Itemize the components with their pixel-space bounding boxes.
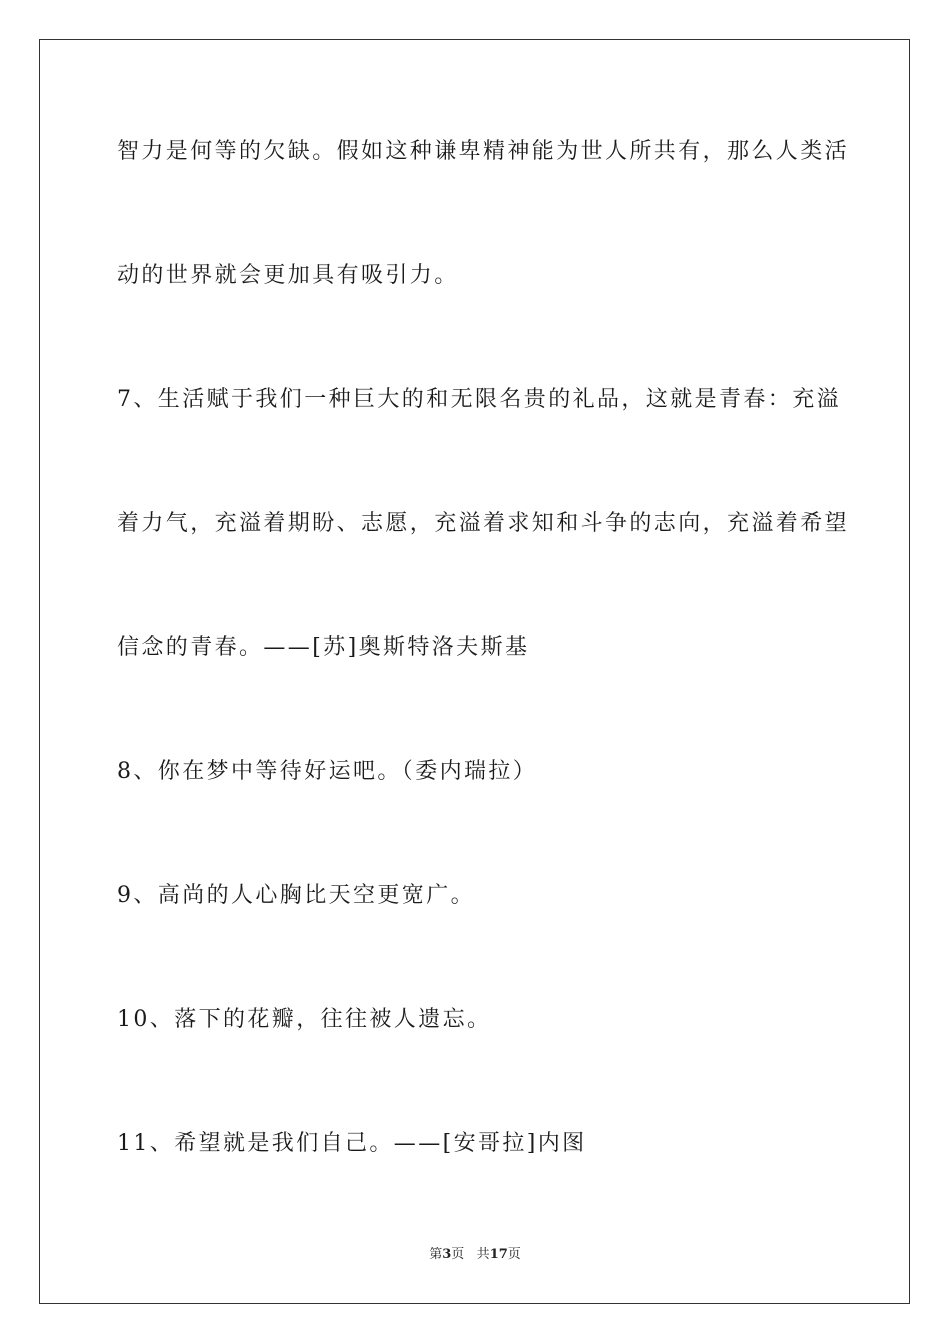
current-page-number: 3 bbox=[442, 1247, 452, 1262]
footer-page-word: 页 bbox=[451, 1247, 465, 1262]
total-pages-number: 17 bbox=[489, 1247, 508, 1262]
body-line-6: 8、你在梦中等待好运吧。（委内瑞拉） bbox=[117, 759, 538, 784]
footer-total-prefix: 共 bbox=[476, 1247, 490, 1262]
page-footer bbox=[0, 1246, 950, 1264]
body-line-9: 11、希望就是我们自己。——[安哥拉]内图 bbox=[117, 1131, 587, 1156]
body-line-2: 动的世界就会更加具有吸引力。 bbox=[117, 263, 459, 288]
body-line-7: 9、高尚的人心胸比天空更宽广。 bbox=[117, 883, 475, 908]
footer-prefix: 第 bbox=[429, 1247, 443, 1262]
body-line-5: 信念的青春。——[苏]奥斯特洛夫斯基 bbox=[117, 635, 530, 660]
page-border bbox=[39, 39, 910, 1304]
body-line-1: 智力是何等的欠缺。假如这种谦卑精神能为世人所共有，那么人类活 bbox=[117, 139, 850, 164]
body-line-3: 7、生活赋于我们一种巨大的和无限名贵的礼品，这就是青春：充溢 bbox=[117, 387, 841, 412]
footer-total-suffix: 页 bbox=[507, 1247, 521, 1262]
body-line-8: 10、落下的花瓣，往往被人遗忘。 bbox=[117, 1007, 492, 1032]
body-line-4: 着力气，充溢着期盼、志愿，充溢着求知和斗争的志向，充溢着希望 bbox=[117, 511, 850, 536]
